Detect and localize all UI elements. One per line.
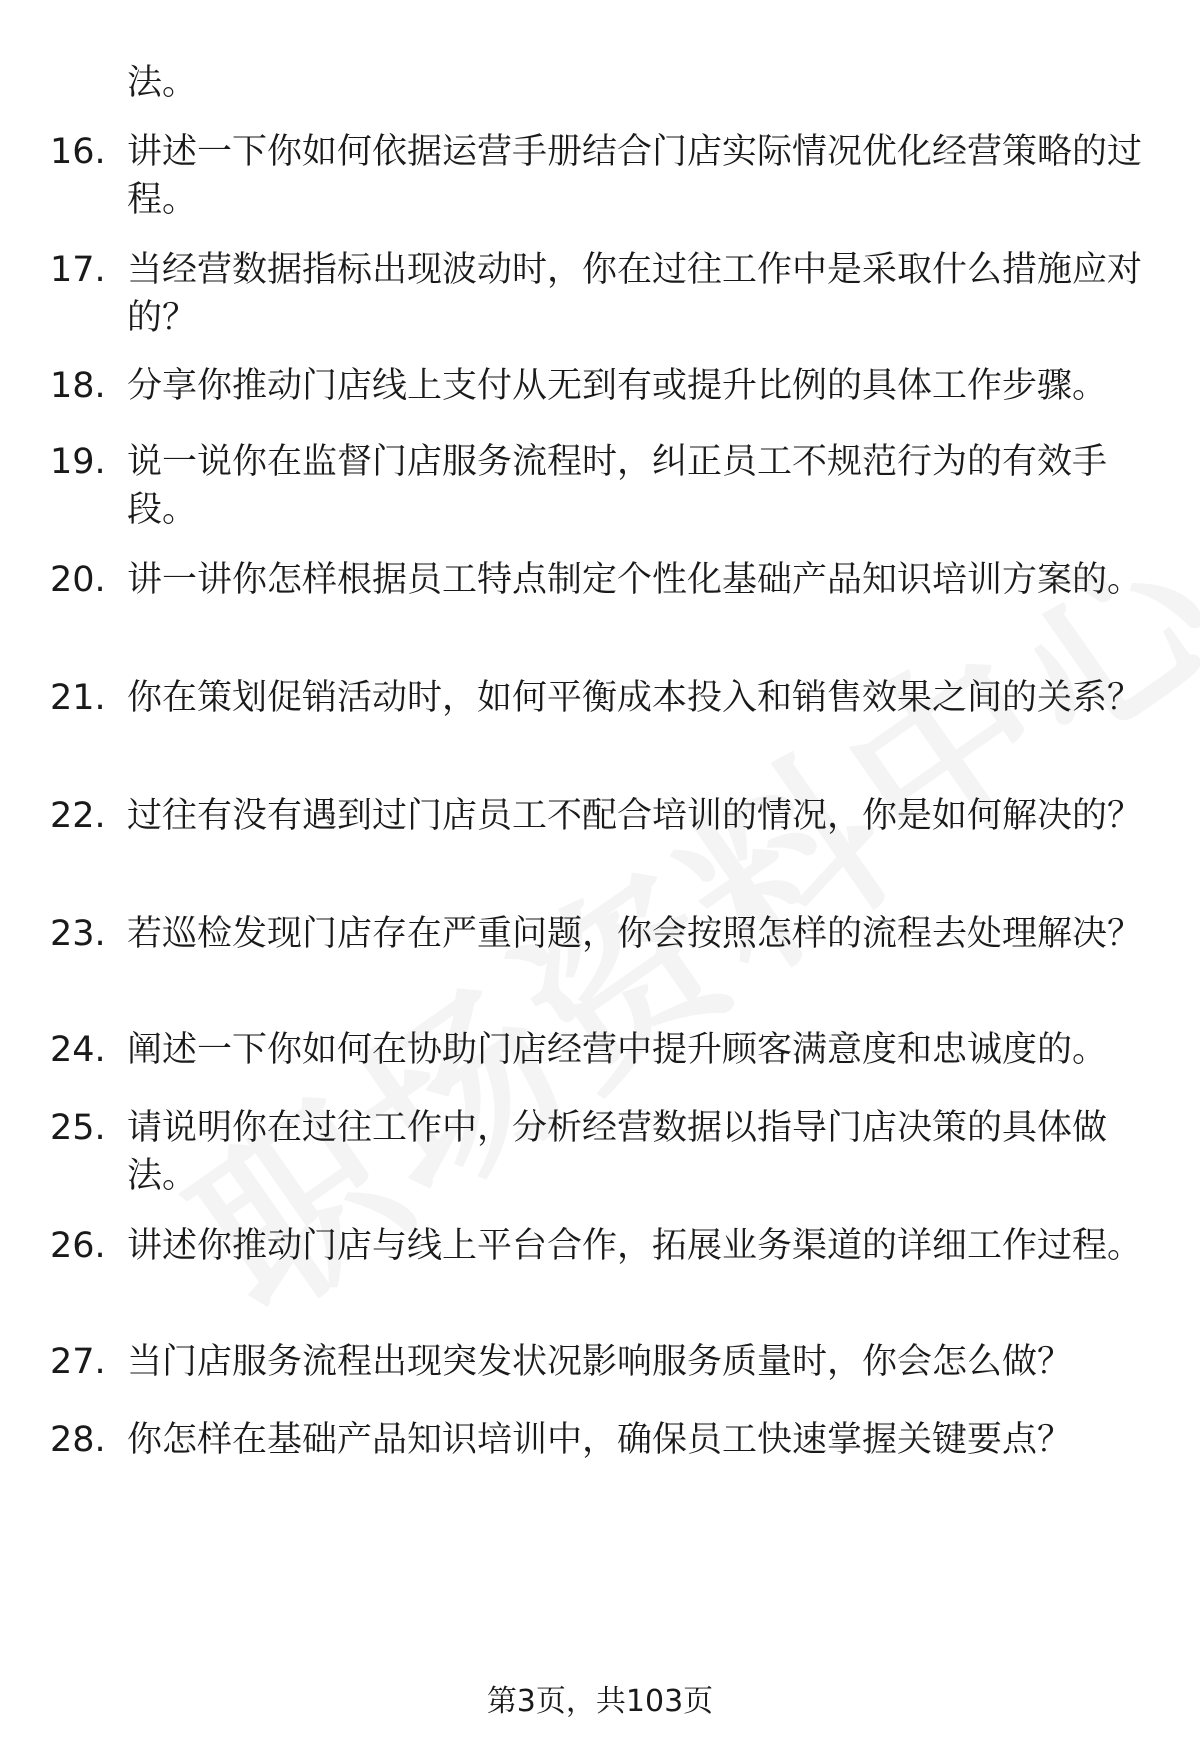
question-text: 讲述你推动门店与线上平台合作，拓展业务渠道的详细工作过程。 [127,1226,1143,1266]
list-item [50,1416,1160,1464]
question-text: 讲述一下你如何依据运营手册结合门店实际情况优化经营策略的过程。 [127,132,1143,220]
question-number: 24. [50,1030,106,1070]
page-footer: 第3页，共103页 [486,1684,714,1719]
question-number: 25. [50,1108,106,1148]
question-number: 16. [50,132,106,172]
list-item [50,438,1160,534]
continuation-text: 法。 [127,63,198,103]
question-text: 分享你推动门店线上支付从无到有或提升比例的具体工作步骤。 [127,366,1108,406]
question-text: 你怎样在基础产品知识培训中，确保员工快速掌握关键要点？ [127,1420,1073,1460]
list-item [50,362,1160,410]
list-item [50,246,1160,342]
question-text: 当门店服务流程出现突发状况影响服务质量时，你会怎么做？ [127,1342,1073,1382]
list-item [50,674,1160,722]
list-item [50,128,1160,224]
question-number: 21. [50,678,106,718]
question-number: 18. [50,366,106,406]
list-item [50,556,1160,604]
list-item [50,1222,1160,1270]
list-item [50,792,1160,840]
question-text: 阐述一下你如何在协助门店经营中提升顾客满意度和忠诚度的。 [127,1030,1108,1070]
question-text: 你在策划促销活动时，如何平衡成本投入和销售效果之间的关系？ [127,678,1143,718]
question-number: 26. [50,1226,106,1266]
question-text: 当经营数据指标出现波动时，你在过往工作中是采取什么措施应对的？ [127,250,1143,338]
list-item [50,1104,1160,1200]
question-number: 28. [50,1420,106,1460]
question-number: 19. [50,442,106,482]
question-number: 17. [50,250,106,290]
question-number: 23. [50,914,106,954]
question-number: 22. [50,796,106,836]
question-text: 讲一讲你怎样根据员工特点制定个性化基础产品知识培训方案的。 [127,560,1143,600]
question-text: 说一说你在监督门店服务流程时，纠正员工不规范行为的有效手段。 [127,442,1108,530]
list-item [50,1026,1160,1074]
question-text: 过往有没有遇到过门店员工不配合培训的情况，你是如何解决的？ [127,796,1143,836]
question-number: 20. [50,560,106,600]
list-item [50,1338,1160,1386]
question-number: 27. [50,1342,106,1382]
question-text: 请说明你在过往工作中，分析经营数据以指导门店决策的具体做法。 [127,1108,1108,1196]
question-text: 若巡检发现门店存在严重问题，你会按照怎样的流程去处理解决？ [127,914,1143,954]
list-item [50,910,1160,958]
